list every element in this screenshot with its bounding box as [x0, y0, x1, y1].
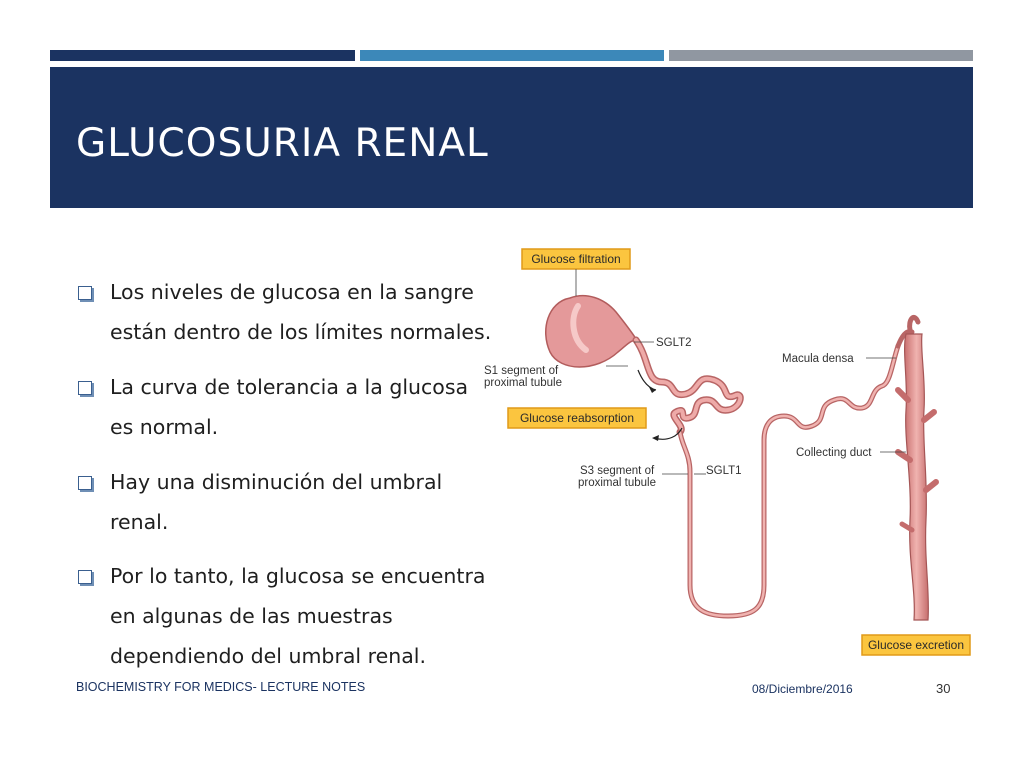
bullet-item — [76, 272, 496, 352]
footer-course: BIOCHEMISTRY FOR MEDICS- LECTURE NOTES — [76, 680, 366, 694]
accent-bar-gray — [669, 50, 973, 61]
bullet-text: La curva de tolerancia a la glucosa es normal. — [110, 375, 469, 439]
checkbox-bullet-icon — [78, 286, 92, 300]
bullet-item — [76, 462, 496, 542]
slide-title: GLUCOSURIA RENAL — [76, 120, 489, 166]
glucose-reabsorption-tag — [508, 408, 646, 428]
collecting-duct-label: Collecting duct — [796, 447, 872, 459]
nephron-diagram — [478, 240, 978, 665]
bullet-text: Por lo tanto, la glucosa se encuentra en algunas de las muestras dependiendo del umbral renal. — [110, 564, 486, 668]
checkbox-bullet-icon — [78, 570, 92, 584]
footer-date: 08/Diciembre/2016 — [752, 682, 853, 696]
sglt1-label: SGLT1 — [706, 465, 742, 477]
s3-segment-label: S3 segment of — [580, 465, 655, 477]
bullet-item — [76, 556, 496, 676]
svg-text:Glucose filtration: Glucose filtration — [531, 252, 621, 266]
checkbox-bullet-icon — [78, 476, 92, 490]
bullet-text: Los niveles de glucosa en la sangre están dentro de los límites normales. — [110, 280, 492, 344]
s3-segment-label-2: proximal tubule — [578, 477, 656, 489]
svg-text:Glucose reabsorption: Glucose reabsorption — [519, 411, 635, 425]
bullet-text: Hay una disminución del umbral renal. — [110, 470, 443, 534]
sglt2-label: SGLT2 — [656, 337, 692, 349]
bullet-list — [76, 272, 496, 691]
collecting-duct — [905, 334, 929, 620]
accent-bar-navy — [50, 50, 355, 61]
accent-bar-blue — [360, 50, 664, 61]
glucose-filtration-tag — [522, 249, 630, 269]
s1-segment-label: S1 segment of — [484, 365, 559, 377]
page-number: 30 — [936, 681, 951, 696]
bullet-item — [76, 367, 496, 447]
s1-segment-label-2: proximal tubule — [484, 377, 562, 389]
checkbox-bullet-icon — [78, 381, 92, 395]
bowmans-capsule — [546, 296, 638, 367]
loop-of-henle — [680, 346, 898, 616]
macula-densa-label: Macula densa — [782, 353, 854, 365]
svg-text:Glucose excretion: Glucose excretion — [867, 638, 965, 652]
glucose-excretion-tag — [862, 635, 970, 655]
title-band — [50, 67, 973, 208]
